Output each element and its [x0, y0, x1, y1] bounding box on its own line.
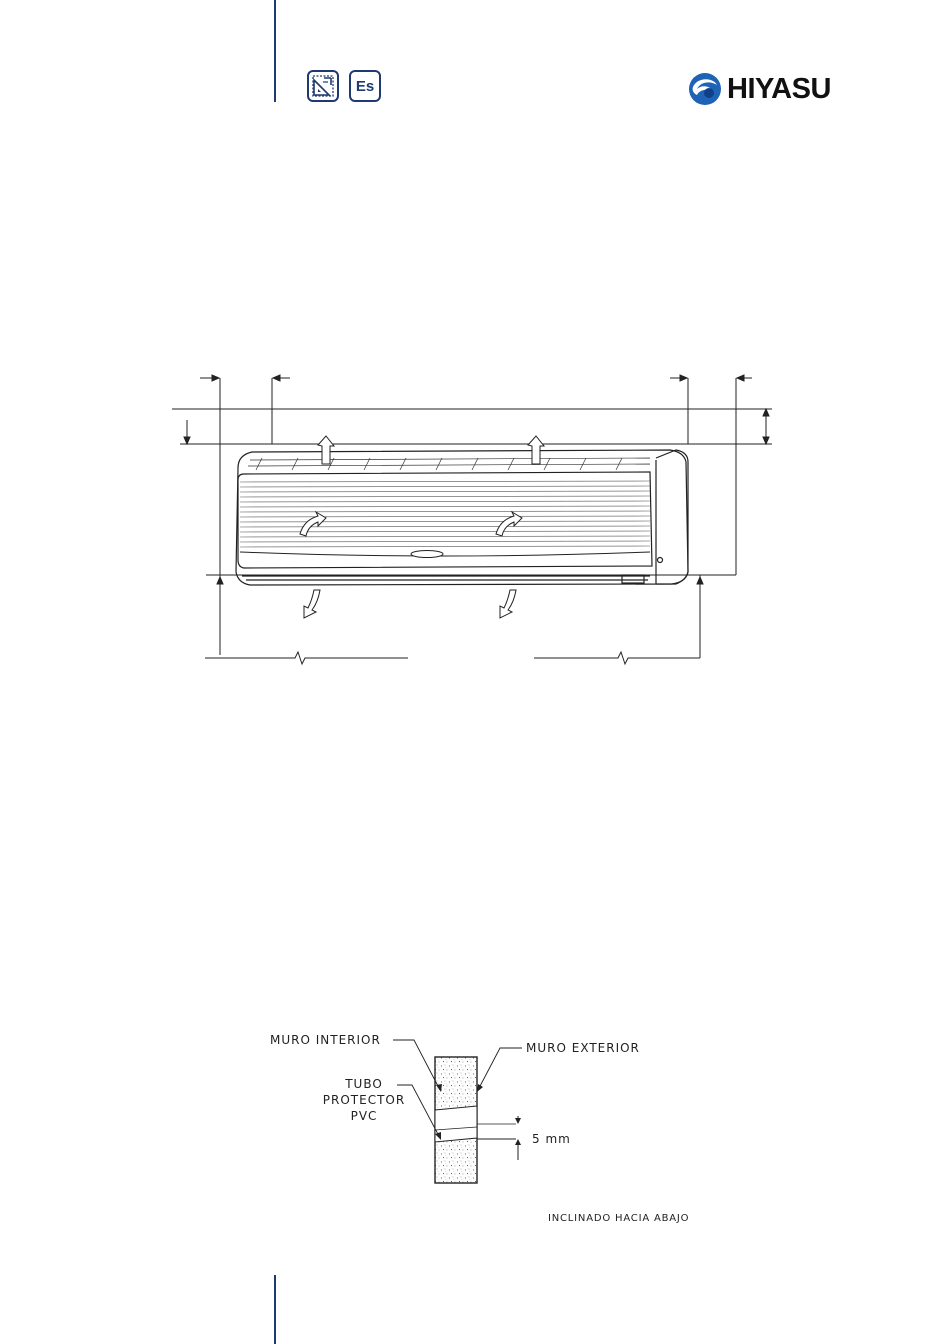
bottom-margin-rule — [274, 1275, 276, 1344]
pipe-label-line3: PVC — [350, 1109, 378, 1123]
outer-wall-label: MURO EXTERIOR — [526, 1041, 640, 1055]
brand-logo — [687, 68, 867, 110]
language-label: Es — [355, 77, 375, 95]
brand-name: HIYASU — [727, 72, 831, 105]
front-panel-louvers — [240, 481, 650, 547]
pipe-label-line2: PROTECTOR — [322, 1093, 406, 1107]
inner-wall-label: MURO INTERIOR — [270, 1033, 381, 1047]
pipe-slope-dimension: 5 mm — [532, 1132, 571, 1146]
pvc-pipe — [435, 1106, 477, 1142]
hiyasu-logo-icon — [687, 71, 723, 107]
intake-grille — [248, 458, 650, 470]
installation-tools-icon — [307, 70, 339, 102]
pipe-label-line1: TUBO — [345, 1077, 383, 1091]
top-margin-rule — [274, 0, 276, 102]
wall-section — [435, 1057, 477, 1183]
slope-caption: INCLINADO HACIA ABAJO — [548, 1213, 690, 1224]
display-window — [411, 551, 443, 558]
language-badge — [349, 70, 381, 102]
airflow-arrow-icon — [300, 436, 544, 618]
